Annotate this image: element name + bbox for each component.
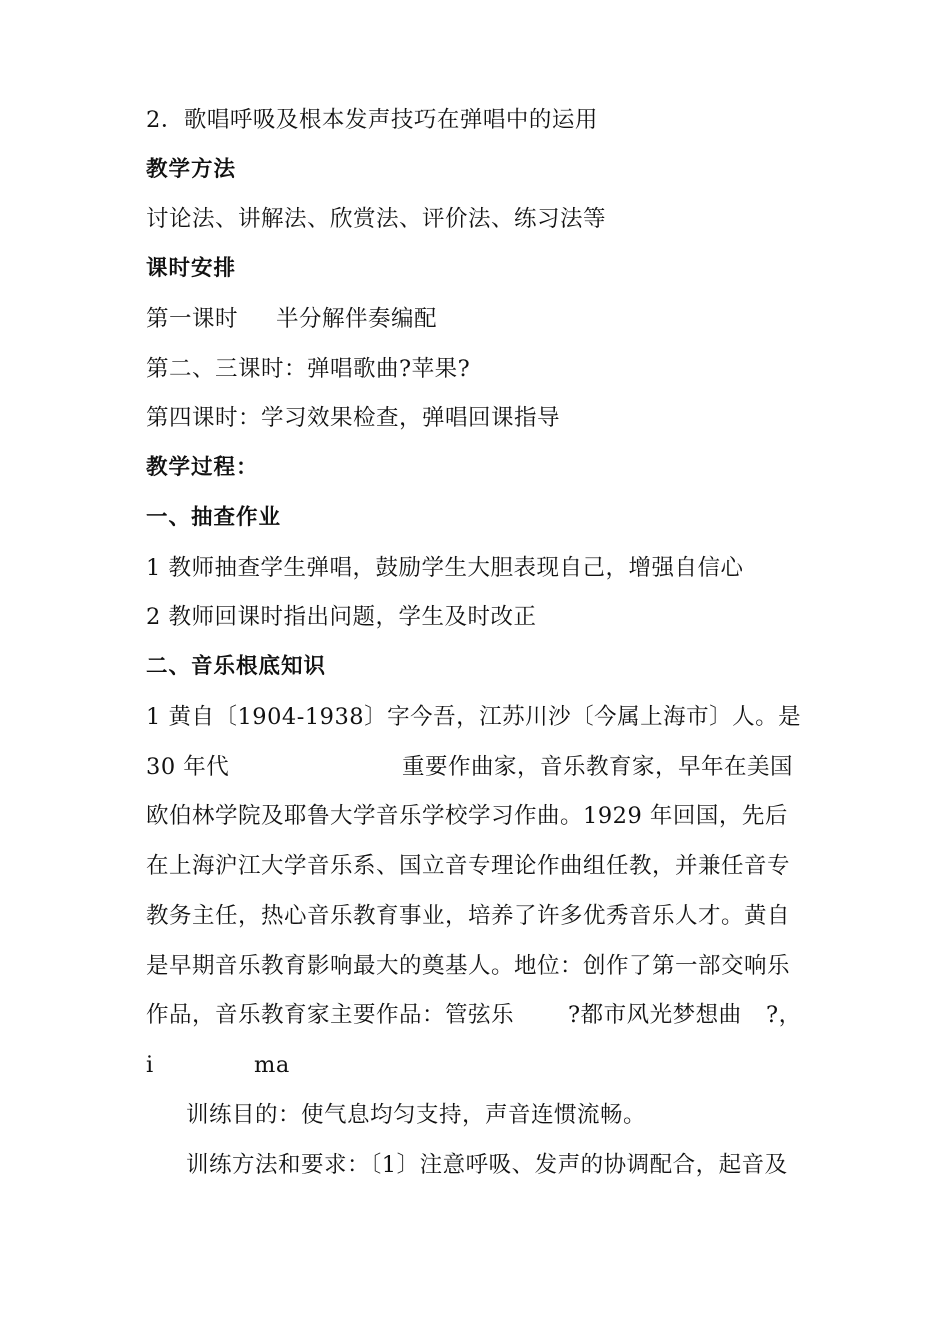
- paragraph-line-6: 是早期音乐教育影响最大的奠基人。地位：创作了第一部交响乐: [146, 953, 791, 979]
- paragraph-line-5: 教务主任，热心音乐教育事业，培养了许多优秀音乐人才。黄自: [146, 903, 791, 929]
- training-method: 训练方法和要求：〔1〕注意呼吸、发声的协调配合，起音及: [186, 1152, 788, 1178]
- list-item-2: 2．歌唱呼吸及根本发声技巧在弹唱中的运用: [146, 107, 598, 133]
- paragraph-line-4: 在上海沪江大学音乐系、国立音专理论作曲组任教，并兼任音专: [146, 853, 791, 879]
- paragraph-line-8a: i: [146, 1052, 154, 1078]
- lesson-4: 第四课时：学习效果检查，弹唱回课指导: [146, 405, 561, 431]
- section-1-item-1: 1 教师抽查学生弹唱，鼓励学生大胆表现自己，增强自信心: [146, 555, 744, 581]
- paragraph-line-2a: 30 年代: [146, 754, 230, 780]
- paragraph-line-1: 1 黄自〔1904-1938〕字今吾，江苏川沙〔今属上海市〕人。是: [146, 704, 802, 730]
- lesson-1-label: 第一课时: [146, 306, 239, 332]
- heading-schedule: 课时安排: [146, 256, 237, 281]
- lesson-1: [146, 304, 437, 334]
- paragraph-line-8b: ma: [254, 1052, 290, 1078]
- paragraph-line-7b: ?都市风光梦想曲: [568, 1002, 742, 1028]
- training-purpose: 训练目的：使气息均匀支持，声音连惯流畅。: [186, 1102, 647, 1128]
- heading-process: 教学过程：: [146, 455, 259, 480]
- section-1-item-2: 2 教师回课时指出问题，学生及时改正: [146, 604, 537, 630]
- lesson-2-3: 第二、三课时：弹唱歌曲?苹果?: [146, 356, 471, 382]
- section-2-heading: 二、音乐根底知识: [146, 654, 327, 679]
- paragraph-line-3: 欧伯林学院及耶鲁大学音乐学校学习作曲。1929 年回国，先后: [146, 803, 788, 829]
- lesson-1-text: 半分解伴奏编配: [276, 306, 438, 332]
- methods-text: 讨论法、讲解法、欣赏法、评价法、练习法等: [146, 206, 607, 232]
- paragraph-line-2b: 重要作曲家，音乐教育家，早年在美国: [402, 754, 794, 780]
- heading-teaching-method: 教学方法: [146, 157, 237, 182]
- paragraph-line-7c: ?，: [766, 1002, 802, 1028]
- section-1-heading: 一、抽查作业: [146, 505, 282, 530]
- paragraph-line-7a: 作品，音乐教育家主要作品：管弦乐: [146, 1002, 515, 1028]
